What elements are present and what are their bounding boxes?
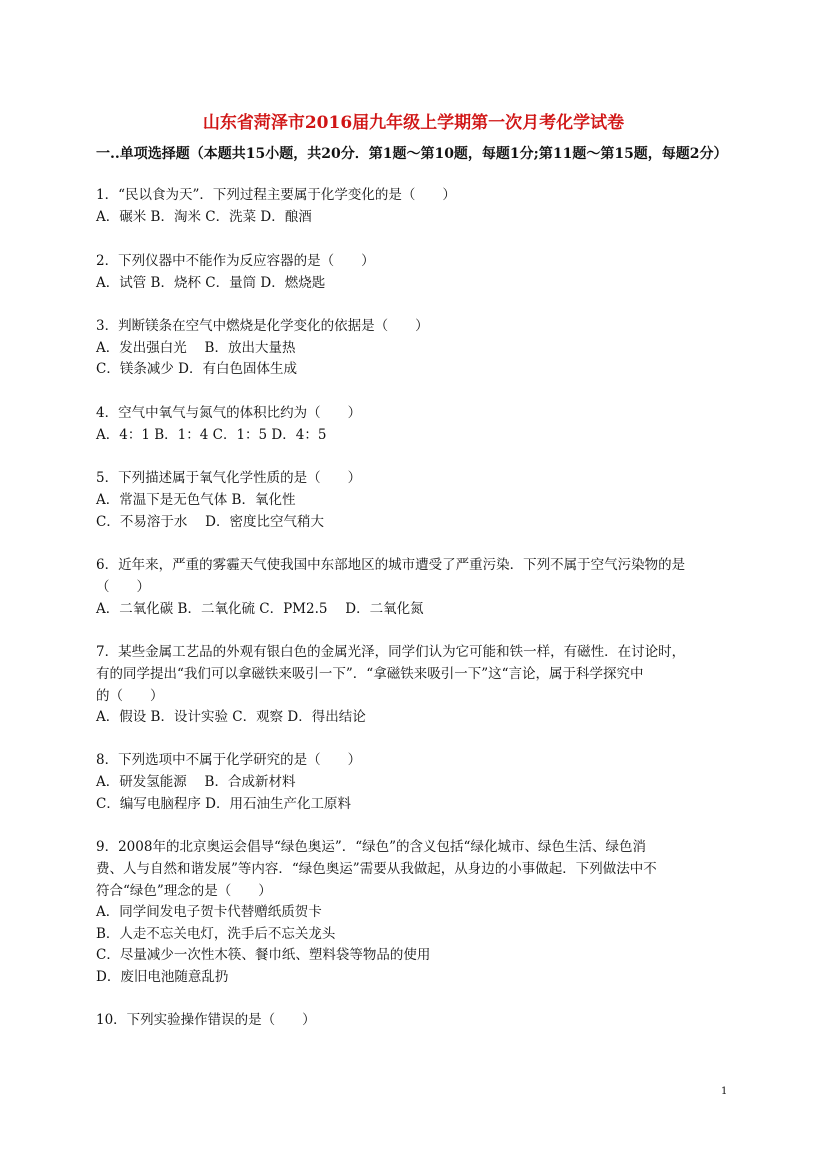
question-6-stem-line-2: （ ）: [96, 579, 150, 595]
question-5-options-ab: A．常温下是无色气体 B．氧化性: [96, 492, 296, 508]
question-8-stem: 8．下列选项中不属于化学研究的是（ ）: [96, 752, 362, 768]
question-3-options-ab: A．发出强白光 B．放出大量热: [96, 340, 296, 356]
question-10-stem: 10．下列实验操作错误的是（ ）: [96, 1012, 316, 1028]
question-4-stem: 4．空气中氧气与氮气的体积比约为（ ）: [96, 405, 362, 421]
question-6-options: A．二氧化碳 B．二氧化硫 C．PM2.5 D．二氧化氮: [96, 601, 424, 617]
question-5-options-cd: C．不易溶于水 D．密度比空气稍大: [96, 514, 324, 530]
question-7-options: A．假设 B．设计实验 C．观察 D．得出结论: [96, 709, 366, 725]
question-9-stem-line-2: 费、人与自然和谐发展”等内容．“绿色奥运”需要从我做起，从身边的小事做起．下列做法中不: [96, 861, 657, 877]
question-2-options: A．试管 B．烧杯 C．量筒 D．燃烧匙: [96, 275, 326, 291]
question-9-option-b: B．人走不忘关电灯，洗手后不忘关龙头: [96, 926, 336, 942]
question-5-stem: 5．下列描述属于氧气化学性质的是（ ）: [96, 470, 362, 486]
question-9-option-c: C．尽量减少一次性木筷、餐巾纸、塑料袋等物品的使用: [96, 947, 431, 963]
question-9-option-a: A．同学间发电子贺卡代替赠纸质贺卡: [96, 904, 322, 920]
question-6-stem-line-1: 6．近年来，严重的雾霾天气使我国中东部地区的城市遭受了严重污染．下列不属于空气污染物的是: [96, 557, 686, 573]
question-7-stem-line-3: 的（ ）: [96, 688, 164, 704]
question-1-options: A．碾米 B．淘米 C．洗菜 D．酿酒: [96, 209, 312, 225]
section-heading: 一..单项选择题（本题共15小题，共20分．第1题～第10题，每题1分;第11题～第15题，每题2分）: [96, 146, 728, 162]
question-8-options-ab: A．研发氢能源 B．合成新材料: [96, 774, 296, 790]
question-7-stem-line-2: 有的同学提出“我们可以拿磁铁来吸引一下”．“拿磁铁来吸引一下”这“言论，属于科学探究中: [96, 666, 644, 682]
question-2-stem: 2．下列仪器中不能作为反应容器的是（ ）: [96, 253, 375, 269]
question-3-options-cd: C．镁条减少 D．有白色固体生成: [96, 361, 297, 377]
question-9-stem-line-1: 9．2008年的北京奥运会倡导“绿色奥运”．“绿色”的含义包括“绿化城市、绿色生活、绿色消: [96, 839, 646, 855]
question-8-options-cd: C．编写电脑程序 D．用石油生产化工原料: [96, 796, 351, 812]
question-3-stem: 3．判断镁条在空气中燃烧是化学变化的依据是（ ）: [96, 318, 429, 334]
exam-title: 山东省菏泽市2016届九年级上学期第一次月考化学试卷: [202, 113, 625, 133]
question-1-stem: 1．“民以食为天”．下列过程主要属于化学变化的是（ ）: [96, 187, 456, 203]
question-7-stem-line-1: 7．某些金属工艺品的外观有银白色的金属光泽，同学们认为它可能和铁一样，有磁性．在讨论时，: [96, 644, 686, 660]
page-number: 1: [721, 1086, 728, 1097]
question-9-stem-line-3: 符合“绿色”理念的是（ ）: [96, 883, 272, 899]
question-4-options: A．4：1 B．1：4 C．1：5 D．4：5: [96, 427, 327, 443]
question-9-option-d: D．废旧电池随意乱扔: [96, 969, 229, 985]
